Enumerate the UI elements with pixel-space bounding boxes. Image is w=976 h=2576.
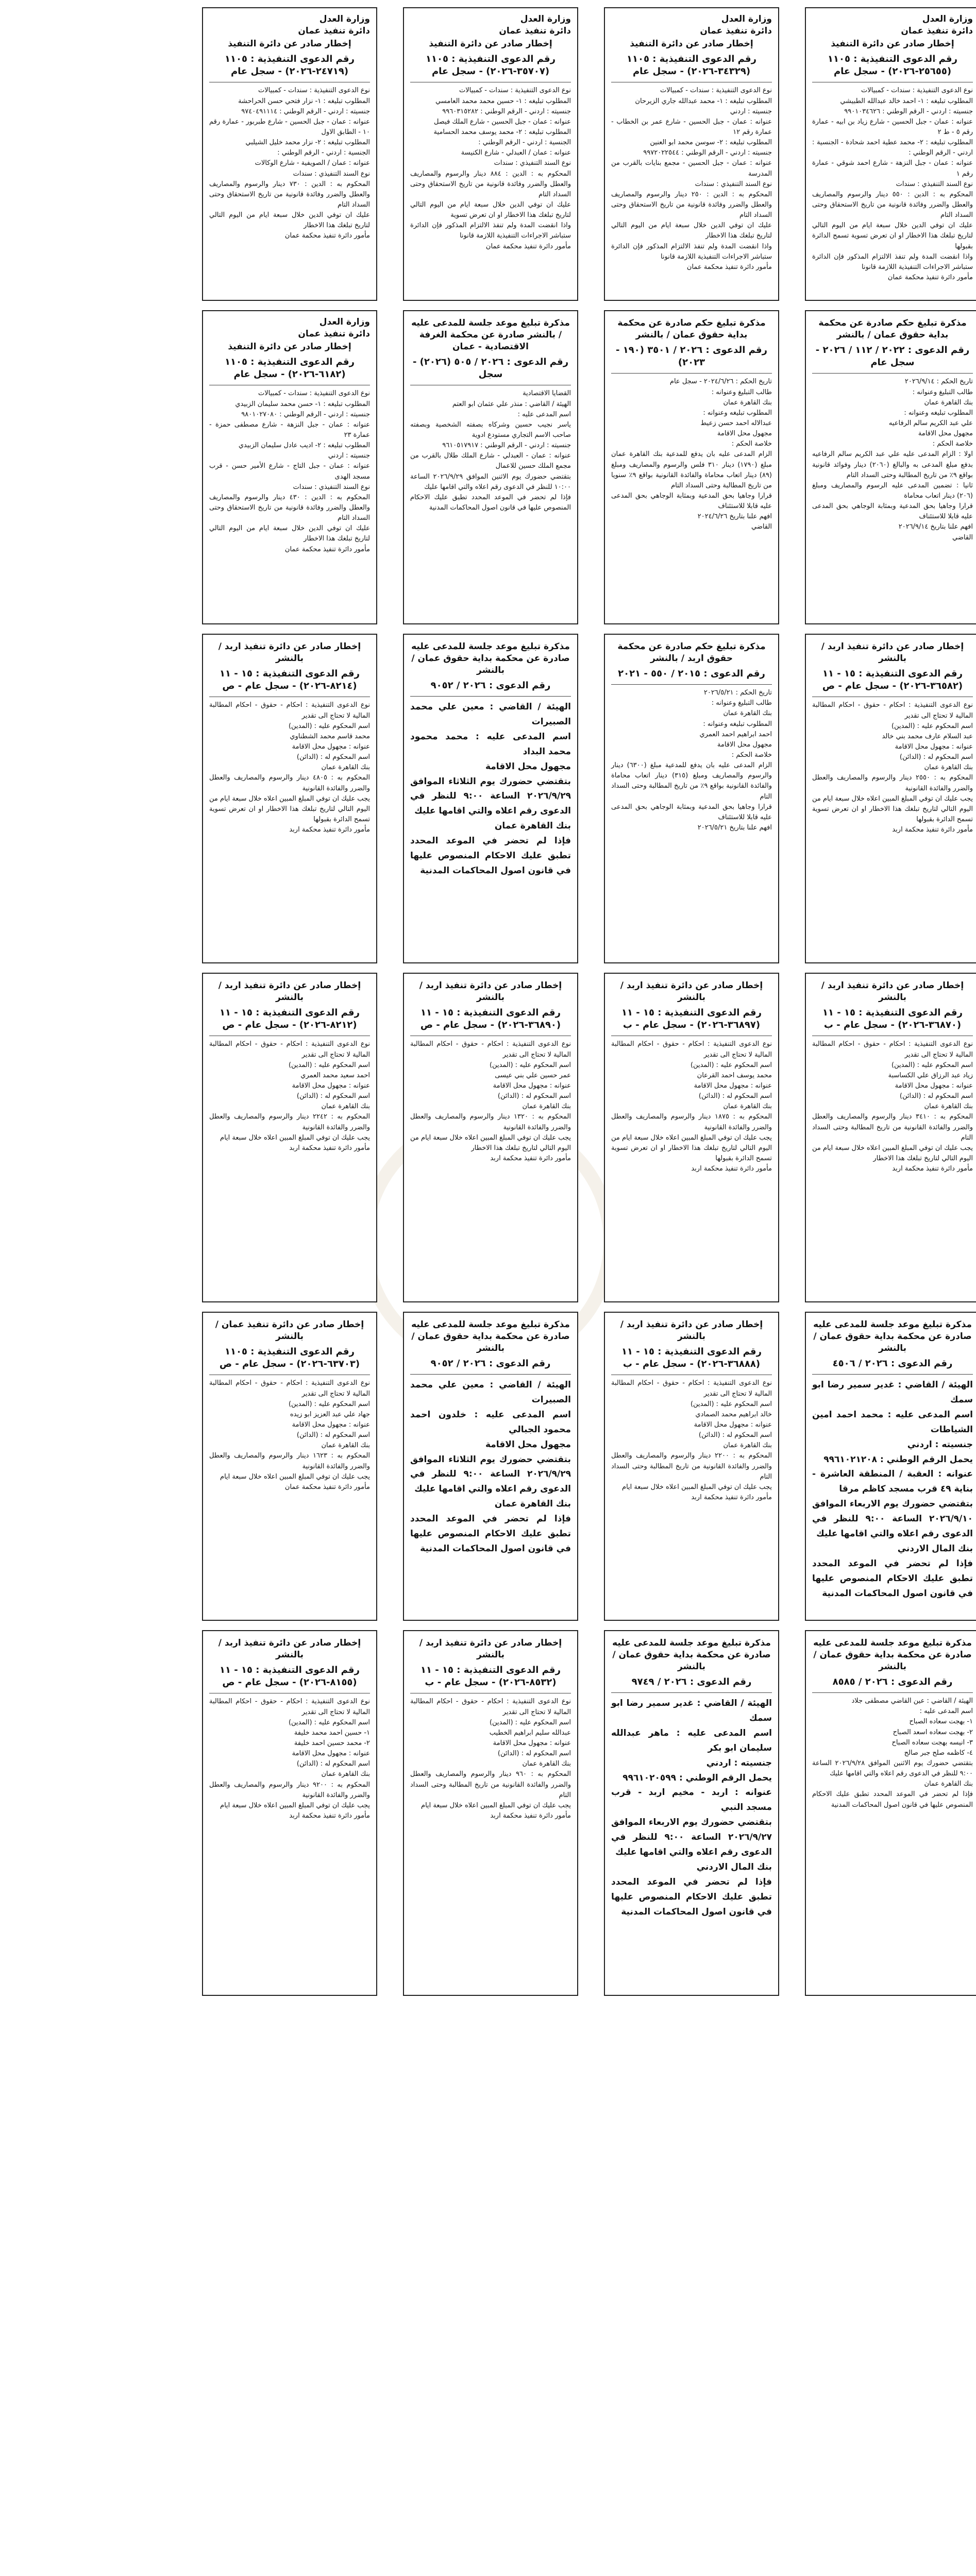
notice-body: الهيئة / القاضي : عين القاضي مصطفى جلاد اسم المدعى عليه : ١- بهجت سعاده الصباح ٢- بهجت سعاده اسعد الصباح ٣- انيسه بهجت سعاده الصباح ٤- كاظمه صلح جبر صالح بتقتضي حضورك يوم الاثنين الموافق ٢٠٢٦/٩/٢٨ الساعة ٩:٠٠ للنظر في الدعوى رقم اعلاه والتي اقامها عليك بنك القاهرة عمان فإذا لم تحضر في الموعد المحدد تطبق عليك الاحكام المنصوص عليها في قانون اصول المحاكمات المدنية [812,1697,973,1809]
case-number: رقم الدعوى التنفيذية : ١٥ - ١١ (٣٦٨٩٧-٢٠٢٦) - سجل عام - ب [621,1007,762,1031]
legal-notice-card [403,634,578,963]
notice-body: نوع الدعوى التنفيذية : سندات - كمبيالات المطلوب تبليغه : ١- نزار فتحي حسن الحراحشة جنسيته : اردني - الرقم الوطني : ٩٧٤٠٤٩١١١٤ عنوانه : عمان - جبل الحسين - شارع طبربور - عمارة رقم ١٠ - الطابق الاول المطلوب تبليغه : ٢- نزار محمد خليل الشيلبي الجنسية : اردني - الرقم الوطني : عنوانه : عمان / الصويفية - شارع الوكالات نوع السند التنفيذي : سندات المحكوم به : الدين : ٧٣٠ دينار والرسوم والمصاريف والعطل والضرر وفائدة قانونية من تاريخ الاستحقاق وحتى السداد التام عليك ان توفي الدين خلال سبعة ايام من اليوم التالي لتاريخ تبلغك هذا الاخطار مأمور دائرة تنفيذ محكمة عمان [209,87,370,240]
notice-title: مذكرة تبليغ موعد جلسة للمدعى عليه صادرة عن محكمة بداية حقوق عمان / بالنشر [612,1638,771,1672]
legal-notice-card [604,7,779,301]
divider [611,684,772,685]
notice-body: نوع الدعوى التنفيذية : احكام - حقوق - احكام المطالبة المالية لا تحتاج الى تقدير اسم المحكوم عليه : (المدين) عمر حسين علي بني عيسى عنوانه : مجهول محل الاقامة اسم المحكوم له : (الدائن) بنك القاهرة عمان المحكوم به : ١٣٢٠ دينار والرسوم والمصاريف والعطل والضرر والفائدة القانونية يجب عليك ان توفي المبلغ المبين اعلاه خلال سبعة ايام من اليوم التالي لتاريخ تبلغك هذا الاخطار مأمور دائرة تنفيذ محكمة اربد [410,1040,571,1163]
notice-title: إخطار صادر عن دائرة تنفيذ اربد / بالنشر [419,980,562,1003]
notice-body: الهيئة / القاضي : غدير سمير رضا ابو سمك اسم المدعى عليه : محمد احمد امين الشياطات جنسيته : اردني يحمل الرقم الوطني : ٩٩٦١٠٢١٢٠٨ عنوانه : العقبة / المنطقة العاشرة - بناية ٤٩ قرب مسجد كاظم مرقا بتقتضي حضورك يوم الاربعاء الموافق ٢٠٢٦/٩/١٠ الساعة ٩:٠٠ للنظر في الدعوى رقم اعلاه والتي اقامها عليك بنك المال الاردني فإذا لم تحضر في الموعد المحدد تطبق عليك الاحكام المنصوص عليها في قانون اصول المحاكمات المدنية [812,1380,973,1599]
legal-notice-card [403,973,578,1302]
notice-title: إخطار صادر عن دائرة التنفيذ [630,38,753,49]
legal-notice-card [403,310,578,624]
legal-notice-card [604,1312,779,1621]
notice-body: نوع الدعوى التنفيذية : احكام - حقوق - احكام المطالبة المالية لا تحتاج الى تقدير اسم المحكوم عليه : (المدين) خالد ابراهيم محمد الصمادي عنوانه : مجهول محل الاقامة اسم المحكوم له : (الدائن) بنك القاهرة عمان المحكوم به : ٢٢٠٠ دينار والرسوم والمصاريف والعطل والضرر والفائدة القانونية من تاريخ المطالبة وحتى السداد التام يجب عليك ان توفي المبلغ المبين اعلاه خلال سبعة ايام مأمور دائرة تنفيذ محكمة اربد [611,1379,772,1502]
legal-notice-card [604,310,779,624]
case-number: رقم الدعوى التنفيذية : ١١٠٥ (٦١٨٢-٢٠٢٦) - سجل عام [225,356,355,380]
notice-body: نوع الدعوى التنفيذية : احكام - حقوق - احكام المطالبة المالية لا تحتاج الى تقدير اسم المحكوم عليه : (المدين) محمد قاسم محمد الشطناوي عنوانه : مجهول محل الاقامة اسم المحكوم له : (الدائن) بنك القاهرة عمان المحكوم به : ٤٨٠٥ دينار والرسوم والمصاريف والعطل والضرر والفائدة القانونية يجب عليك ان توفي المبلغ المبين اعلاه خلال سبعة ايام من اليوم التالي لتاريخ تبلغك هذا الاخطار او ان تعرض تسوية تسمح الدائرة بقبولها مأمور دائرة تنفيذ محكمة اربد [209,701,370,834]
case-number: رقم الدعوى التنفيذية : ١١٠٥ (٣٤٣٢٩-٢٠٢٦) - سجل عام [627,53,756,77]
notice-title: إخطار صادر عن دائرة تنفيذ اربد / بالنشر [821,641,964,664]
legal-notice-card [805,1312,976,1621]
case-number: رقم الدعوى التنفيذية : ١٥ - ١١ (٨٢١٤-٢٠٢٦) - سجل عام - ص [220,668,360,692]
divider [410,1374,571,1375]
notice-body: تاريخ الحكم : ٢٠٢٤/٦/٢٦ - سجل عام طالب التبليغ وعنوانه : بنك القاهرة عمان المطلوب تبليغه وعنوانه : عبدالاله احمد حسن زعيط مجهول محل الاقامة خلاصة الحكم : الزام المدعى عليه بان يدفع للمدعية بنك القاهرة عمان مبلغ (١٧٩٠) دينار ٣١٠ فلس والرسوم والمصاريف ومبلغ (٨٩) دينار اتعاب محاماة والفائدة القانونية بواقع ٩٪ سنويا من تاريخ المطالبة وحتى السداد التام قرارا وجاهيا بحق المدعية وبمثابة الوجاهي بحق المدعى عليه قابلا للاستئناف افهم علنا بتاريخ ٢٠٢٤/٦/٢٦ القاضي [611,378,772,531]
notice-title: مذكرة تبليغ موعد جلسة للمدعى عليه صادرة عن محكمة بداية حقوق عمان / بالنشر [813,1638,972,1672]
notice-title: إخطار صادر عن دائرة تنفيذ اربد / بالنشر [419,1638,562,1660]
legal-notice-card [805,634,976,963]
notice-column [805,0,976,2576]
notice-body: الهيئة / القاضي : معين علي محمد الصبيرات اسم المدعى عليه : خلدون احمد محمود الجبالي مجهول محل الاقامة بتقتضي حضورك يوم الثلاثاء الموافق ٢٠٢٦/٩/٢٩ الساعة ٩:٠٠ للنظر في الدعوى رقم اعلاه والتي اقامها عليك بنك القاهرة عمان فإذا لم تحضر في الموعد المحدد تطبق عليك الاحكام المنصوص عليها في قانون اصول المحاكمات المدنية [410,1380,571,1554]
case-number: رقم الدعوى التنفيذية : ١١٠٥ (٢٤٧١٩-٢٠٢٦) - سجل عام [225,53,355,77]
notice-title: إخطار صادر عن دائرة تنفيذ اربد / بالنشر [218,980,361,1003]
legal-notice-card [202,1630,377,1996]
ministry-header: وزارة العدل دائرة تنفيذ عمان [298,14,370,36]
notice-column [403,0,578,2576]
notice-title: إخطار صادر عن دائرة تنفيذ اربد / بالنشر [821,980,964,1003]
case-number: رقم الدعوى التنفيذية : ١٥ - ١١ (٨١٥٥-٢٠٢٦) - سجل عام - ص [220,1664,360,1688]
case-number: رقم الدعوى التنفيذية : ١١٠٥ (٣٥٧٠٧-٢٠٢٦) - سجل عام [426,53,556,77]
notice-title: مذكرة تبليغ موعد جلسة للمدعى عليه صادرة عن محكمة بداية حقوق عمان / بالنشر [813,1319,972,1353]
case-number: رقم الدعوى : ٢٠٢٦ / ٨٥٨٥ [832,1676,953,1687]
legal-notice-card [202,973,377,1302]
case-number: رقم الدعوى : ٢٠٢٢ / ١١٢ / ٢٠٢٦ - سجل عام [815,344,970,368]
legal-notice-card [805,310,976,624]
notice-body: نوع الدعوى التنفيذية : احكام - حقوق - احكام المطالبة المالية لا تحتاج الى تقدير اسم المحكوم عليه : (المدين) احمد سعيد محمد العمري عنوانه : مجهول محل الاقامة اسم المحكوم له : (الدائن) بنك القاهرة عمان المحكوم به : ٢٢٤٢ دينار والرسوم والمصاريف والعطل والضرر والفائدة القانونية يجب عليك ان توفي المبلغ المبين اعلاه خلال سبعة ايام مأمور دائرة تنفيذ محكمة اربد [209,1040,370,1152]
legal-notice-card [805,1630,976,1996]
notice-body: نوع الدعوى التنفيذية : احكام - حقوق - احكام المطالبة المالية لا تحتاج الى تقدير اسم المحكوم عليه : (المدين) جهاد علي عبد العزيز ابو زيده عنوانه : مجهول محل الاقامة اسم المحكوم له : (الدائن) بنك القاهرة عمان المحكوم به : ١٦٢٣ دينار والرسوم والمصاريف والعطل والضرر والفائدة القانونية يجب عليك ان توفي المبلغ المبين اعلاه خلال سبعة ايام مأمور دائرة تنفيذ محكمة عمان [209,1379,370,1491]
notice-body: نوع الدعوى التنفيذية : سندات - كمبيالات المطلوب تبليغه : ١- حسن محمد سليمان الزبيدي جنسيته : اردني - الرقم الوطني : ٩٨٠١٠٢٧٠٨٠ عنوانه : عمان - جبل النزهة - شارع مصطفى حمزة - عمارة ٢٣ المطلوب تبليغه : ٢- اديب عادل سليمان الزبيدي جنسيته : اردني عنوانه : عمان - جبل التاج - شارع الأمير حسن - قرب مسجد الهدى نوع السند التنفيذي : سندات المحكوم به : الدين : ٤٣٠ دينار والرسوم والمصاريف والعطل والضرر وفائدة قانونية من تاريخ الاستحقاق وحتى السداد التام عليك ان توفي الدين خلال سبعة ايام من اليوم التالي لتاريخ تبلغك هذا الاخطار مأمور دائرة تنفيذ محكمة عمان [209,389,370,553]
ministry-header: وزارة العدل دائرة تنفيذ عمان [298,317,370,339]
case-number: رقم الدعوى التنفيذية : ١٥ - ١١ (٣٦٨٩٠-٢٠٢٦) - سجل عام - ص [420,1007,561,1031]
ministry-header: وزارة العدل دائرة تنفيذ عمان [700,14,772,36]
notice-body: الهيئة / القاضي : معين علي محمد الصبيرات اسم المدعى عليه : محمد محمود محمد البداد مجهول محل الاقامة بتقتضي حضورك يوم الثلاثاء الموافق ٢٠٢٦/٩/٢٩ الساعة ٩:٠٠ للنظر في الدعوى رقم اعلاه والتي اقامها عليك بنك القاهرة عمان فإذا لم تحضر في الموعد المحدد تطبق عليك الاحكام المنصوص عليها في قانون اصول المحاكمات المدنية [410,702,571,876]
notice-title: إخطار صادر عن دائرة التنفيذ [228,341,351,352]
divider [611,373,772,374]
notice-title: مذكرة تبليغ حكم صادرة عن محكمة بداية حقوق عمان / بالنشر [818,318,967,340]
notice-body: القضايا الاقتصادية الهيئة / القاضي : منذر علي عثمان ابو العتم اسم المدعى عليه : ياسر نجيب حسين وشركاه بصفته الشخصية وبصفته صاحب الاسم التجاري مستودع ادوية جنسيته : اردني - الرقم الوطني : ٩٦١٠٥١٧٩١٧ عنوانه : عمان - العبدلي - شارع الملك طلال بالقرب من مجمع الملك حسين للاعمال بتقتضي حضورك يوم الاثنين الموافق ٢٠٢٦/٩/٢٩ الساعة ١٠:٠٠ للنظر في الدعوى رقم اعلاه والتي اقامها عليك فإذا لم تحضر في الموعد المحدد تطبق عليك الاحكام المنصوص عليها في قانون اصول المحاكمات المدنية [410,389,571,512]
ministry-header: وزارة العدل دائرة تنفيذ عمان [499,14,571,36]
divider [812,1692,973,1693]
notice-title: إخطار صادر عن دائرة تنفيذ اربد / بالنشر [620,1319,763,1342]
case-number: رقم الدعوى : ٢٠٢٦ / ٩٠٥٢ [430,1358,551,1369]
notice-body: نوع الدعوى التنفيذية : سندات - كمبيالات المطلوب تبليغه : ١- محمد عبدالله جاري الزيرحان جنسيته : اردني عنوانه : عمان - جبل الحسين - شارع عمر بن الخطاب - عمارة رقم ١٢ المطلوب تبليغه : ٢- سوسن محمد ابو العنين جنسيته : اردني - الرقم الوطني : ٩٩٧٢٠٢٢٥٤٤ عنوانه : عمان - جبل الحسين - مجمع بنايات بالقرب من المدرسة نوع السند التنفيذي : سندات المحكوم به : الدين : ٢٥٠ دينار والرسوم والمصاريف والعطل والضرر وفائدة قانونية من تاريخ الاستحقاق وحتى السداد التام عليك ان توفي الدين خلال سبعة ايام من اليوم التالي لتاريخ تبلغك هذا الاخطار واذا انقضت المدة ولم تنفذ الالتزام المذكور فإن الدائرة ستباشر الاجراءات التنفيذية اللازمة قانونا مأمور دائرة تنفيذ محكمة عمان [611,87,772,271]
notice-title: مذكرة تبليغ موعد جلسة للمدعى عليه صادرة عن محكمة بداية حقوق عمان / بالنشر [411,1319,570,1353]
notice-title: مذكرة تبليغ حكم صادرة عن محكمة بداية حقوق عمان / بالنشر [617,318,766,340]
notice-body: نوع الدعوى التنفيذية : احكام - حقوق - احكام المطالبة المالية لا تحتاج الى تقدير اسم المحكوم عليه : (المدين) عبدالله سليم ابراهيم الخطيب عنوانه : مجهول محل الاقامة اسم المحكوم له : (الدائن) بنك القاهرة عمان المحكوم به : ٩٦٠ دينار والرسوم والمصاريف والعطل والضرر والفائدة القانونية من تاريخ المطالبة وحتى السداد التام يجب عليك ان توفي المبلغ المبين اعلاه خلال سبعة ايام مأمور دائرة تنفيذ محكمة اربد [410,1698,571,1820]
notice-body: نوع الدعوى التنفيذية : احكام - حقوق - احكام المطالبة المالية لا تحتاج الى تقدير اسم المحكوم عليه : (المدين) ١- حسين احمد محمد خليفة ٢- محمد حسين احمد خليفة عنوانه : مجهول محل الاقامة اسم المحكوم له : (الدائن) بنك القاهرة عمان المحكوم به : ٩٢٠٠ دينار والرسوم والمصاريف والعطل والضرر والفائدة القانونية يجب عليك ان توفي المبلغ المبين اعلاه خلال سبعة ايام مأمور دائرة تنفيذ محكمة اربد [209,1698,370,1820]
legal-notice-card [805,973,976,1302]
notice-title: مذكرة تبليغ موعد جلسة للمدعى عليه / بالنشر صادرة عن محكمة الغرفة الاقتصادية - عمان [411,318,570,352]
case-number: رقم الدعوى : ٢٠١٥ / ٥٥٠ - ٢٠٢١ [618,668,765,679]
legal-notice-card [202,310,377,624]
case-number: رقم الدعوى التنفيذية : ١٥ - ١١ (٣٦٨٧٠-٢٠٢٦) - سجل عام - ب [822,1007,963,1031]
notice-title: مذكرة تبليغ حكم صادرة عن محكمة حقوق اربد / بالنشر [617,641,766,664]
notice-title: إخطار صادر عن دائرة التنفيذ [228,38,351,49]
notice-title: إخطار صادر عن دائرة التنفيذ [429,38,552,49]
ministry-header: وزارة العدل دائرة تنفيذ عمان [901,14,973,36]
notice-title: إخطار صادر عن دائرة التنفيذ [831,38,954,49]
case-number: رقم الدعوى التنفيذية : ١٥ - ١١ (٨٢١٢-٢٠٢٦) - سجل عام - ص [220,1007,360,1031]
legal-notice-card [403,1630,578,1996]
notice-title: إخطار صادر عن دائرة تنفيذ اربد / بالنشر [620,980,763,1003]
case-number: رقم الدعوى : ٢٠٢٦ / ٩٧٤٩ [631,1676,752,1687]
divider [410,696,571,697]
notice-body: تاريخ الحكم : ٢٠٢٦/٥/٢١ طالب التبليغ وعنوانه : بنك القاهرة عمان المطلوب تبليغه وعنوانه : احمد ابراهيم احمد العمري مجهول محل الاقامة خلاصة الحكم : الزام المدعى عليه بان يدفع للمدعية مبلغ (٦٣٠٠) دينار والرسوم والمصاريف ومبلغ (٣١٥) دينار اتعاب محاماة والفائدة القانونية بواقع ٩٪ من تاريخ المطالبة وحتى السداد التام قرارا وجاهيا بحق المدعية وبمثابة الوجاهي بحق المدعى عليه قابلا للاستئناف افهم علنا بتاريخ ٢٠٢٦/٥/٢١ [611,689,772,832]
legal-notice-card [604,634,779,963]
legal-notice-card [202,1312,377,1621]
notice-title: إخطار صادر عن دائرة تنفيذ اربد / بالنشر [218,1638,361,1660]
case-number: رقم الدعوى : ٢٠٢٦ / ٥٠٥ (٢٠٢٦) - سجل [412,356,569,380]
divider [611,1692,772,1693]
notice-body: نوع الدعوى التنفيذية : احكام - حقوق - احكام المطالبة المالية لا تحتاج الى تقدير اسم المحكوم عليه : (المدين) زياد عبد الرزاق علي الكساسبة عنوانه : مجهول محل الاقامة اسم المحكوم له : (الدائن) بنك القاهرة عمان المحكوم به : ٣٤١٠ دينار والرسوم والمصاريف والعطل والضرر والفائدة القانونية من تاريخ المطالبة وحتى السداد التام يجب عليك ان توفي المبلغ المبين اعلاه خلال سبعة ايام من اليوم التالي لتاريخ تبلغك هذا الاخطار مأمور دائرة تنفيذ محكمة اربد [812,1040,973,1173]
notice-column [604,0,779,2576]
case-number: رقم الدعوى : ٢٠٢٦ / ٩٠٥٢ [430,680,551,691]
case-number: رقم الدعوى التنفيذية : ١٥ - ١١ (٣٦٥٨٢-٢٠٢٦) - سجل عام - ص [822,668,963,692]
case-number: رقم الدعوى : ٢٠٢٦ / ٤٥٠٦ [832,1358,953,1369]
legal-notice-card [202,634,377,963]
notice-body: نوع الدعوى التنفيذية : سندات - كمبيالات المطلوب تبليغه : ١- حسين محمد محمد العامسي جنسيته : اردني - الرقم الوطني : ٩٩٦٠٣١٥٢٨٢ عنوانه : عمان - جبل الحسين - شارع الملك فيصل المطلوب تبليغه : ٢- محمد يوسف محمد الحسامية الجنسية : اردني - الرقم الوطني : عنوانه : عمان / العبدلي - شارع الكنيسة نوع السند التنفيذي : سندات المحكوم به : الدين : ٨٨٤ دينار والرسوم والمصاريف والعطل والضرر وفائدة قانونية من تاريخ الاستحقاق وحتى السداد التام عليك ان توفي الدين خلال سبعة ايام من اليوم التالي لتاريخ تبلغك هذا الاخطار او ان تعرض تسوية واذا انقضت المدة ولم تنفذ الالتزام المذكور فإن الدائرة ستباشر الاجراءات التنفيذية اللازمة قانونا مأمور دائرة تنفيذ محكمة عمان [410,87,571,250]
notice-title: إخطار صادر عن دائرة تنفيذ عمان / بالنشر [215,1319,364,1342]
notice-body: تاريخ الحكم : ٢٠٢٦/٩/١٤ طالب التبليغ وعنوانه : بنك القاهرة عمان المطلوب تبليغه وعنوانه : علي عبد الكريم سالم الرفاعيه مجهول محل الاقامة خلاصة الحكم : اولا : الزام المدعى عليه علي عبد الكريم سالم الرفاعيه بدفع مبلغ المدعى به والبالغ (٢٠٦٠) دينار وفوائد قانونية بواقع ٩٪ من تاريخ المطالبة وحتى السداد التام ثانيا : تضمين المدعى عليه الرسوم والمصاريف ومبلغ (٢٠٦) دينار اتعاب محاماة قرارا وجاهيا بحق المدعية وبمثابة الوجاهي بحق المدعى عليه قابلا للاستئناف افهم علنا بتاريخ ٢٠٢٦/٩/١٤ القاضي [812,378,973,541]
legal-notice-card [202,7,377,301]
notice-body: نوع الدعوى التنفيذية : احكام - حقوق - احكام المطالبة المالية لا تحتاج الى تقدير اسم المحكوم عليه : (المدين) عبد السلام عارف محمد بني خالد عنوانه : مجهول محل الاقامة اسم المحكوم له : (الدائن) بنك القاهرة عمان المحكوم به : ٢٥٥٠ دينار والرسوم والمصاريف والعطل والضرر والفائدة القانونية يجب عليك ان توفي المبلغ المبين اعلاه خلال سبعة ايام من اليوم التالي لتاريخ تبلغك هذا الاخطار او ان تعرض تسوية تسمح الدائرة بقبولها مأمور دائرة تنفيذ محكمة اربد [812,701,973,834]
case-number: رقم الدعوى التنفيذية : ١٥ - ١١ (٣٦٨٨٨-٢٠٢٦) - سجل عام - ب [621,1346,762,1370]
legal-notice-card [403,7,578,301]
notice-body: نوع الدعوى التنفيذية : احكام - حقوق - احكام المطالبة المالية لا تحتاج الى تقدير اسم المحكوم عليه : (المدين) محمد يوسف احمد القرعان عنوانه : مجهول محل الاقامة اسم المحكوم له : (الدائن) بنك القاهرة عمان المحكوم به : ١٨٧٥ دينار والرسوم والمصاريف والعطل والضرر والفائدة القانونية يجب عليك ان توفي المبلغ المبين اعلاه خلال سبعة ايام من اليوم التالي لتاريخ تبلغك هذا الاخطار او ان تعرض تسوية تسمح الدائرة بقبولها مأمور دائرة تنفيذ محكمة اربد [611,1040,772,1173]
case-number: رقم الدعوى التنفيذية : ١١٠٥ (٢٥٦٥٥-٢٠٢٦) - سجل عام [828,53,957,77]
divider [812,373,973,374]
legal-notice-card [403,1312,578,1621]
case-number: رقم الدعوى التنفيذية : ١١٠٥ (٦٣٧٠٣-٢٠٢٦) - سجل عام - ص [219,1346,360,1370]
notice-title: إخطار صادر عن دائرة تنفيذ اربد / بالنشر [218,641,361,664]
notice-column [202,0,377,2576]
case-number: رقم الدعوى : ٢٠٢٦ / ٣٥٠١ (١٩٠ - ٢٠٢٣) [616,344,767,368]
divider [812,1374,973,1375]
notice-body: نوع الدعوى التنفيذية : سندات - كمبيالات المطلوب تبليغه : ١- احمد خالد عبدالله الطبيشي جنسيته : اردني - الرقم الوطني : ٩٩٠١٠٣٤٦٢٦ عنوانه : عمان - جبل الحسين - شارع زياد بن ابيه - عمارة رقم ٥ - ط ٢ المطلوب تبليغه : ٢- محمد عطية احمد شحادة - الجنسية : اردني - الرقم الوطني : عنوانه : عمان - جبل النزهة - شارع احمد شوقي - عمارة رقم ١ نوع السند التنفيذي : سندات المحكوم به : الدين : ٥٥٠ دينار والرسوم والمصاريف والعطل والضرر وفائدة قانونية من تاريخ الاستحقاق وحتى السداد التام عليك ان توفي الدين خلال سبعة ايام من اليوم التالي لتاريخ تبلغك هذا الاخطار او ان تعرض تسوية تسمح الدائرة بقبولها واذا انقضت المدة ولم تنفذ الالتزام المذكور فإن الدائرة ستباشر الاجراءات التنفيذية اللازمة قانونا مأمور دائرة تنفيذ محكمة عمان [812,87,973,281]
notice-title: مذكرة تبليغ موعد جلسة للمدعى عليه صادرة عن محكمة بداية حقوق عمان / بالنشر [411,641,570,675]
legal-notice-card [604,973,779,1302]
case-number: رقم الدعوى التنفيذية : ١٥ - ١١ (٨٥٣٢-٢٠٢٦) - سجل عام - ب [420,1664,561,1688]
legal-notice-card [805,7,976,301]
notice-body: الهيئة / القاضي : غدير سمير رضا ابو سمك اسم المدعى عليه : ماهر عبدالله سليمان ابو بكر جنسيته : اردني يحمل الرقم الوطني : ٩٩٦١٠٢٠٥٩٩ عنوانه : اربد - مخيم اربد - قرب مسجد النبي بتقتضي حضورك يوم الاربعاء الموافق ٢٠٢٦/٩/٢٧ الساعة ٩:٠٠ للنظر في الدعوى رقم اعلاه والتي اقامها عليك بنك المال الاردني فإذا لم تحضر في الموعد المحدد تطبق عليك الاحكام المنصوص عليها في قانون اصول المحاكمات المدنية [611,1698,772,1917]
legal-notice-card [604,1630,779,1996]
